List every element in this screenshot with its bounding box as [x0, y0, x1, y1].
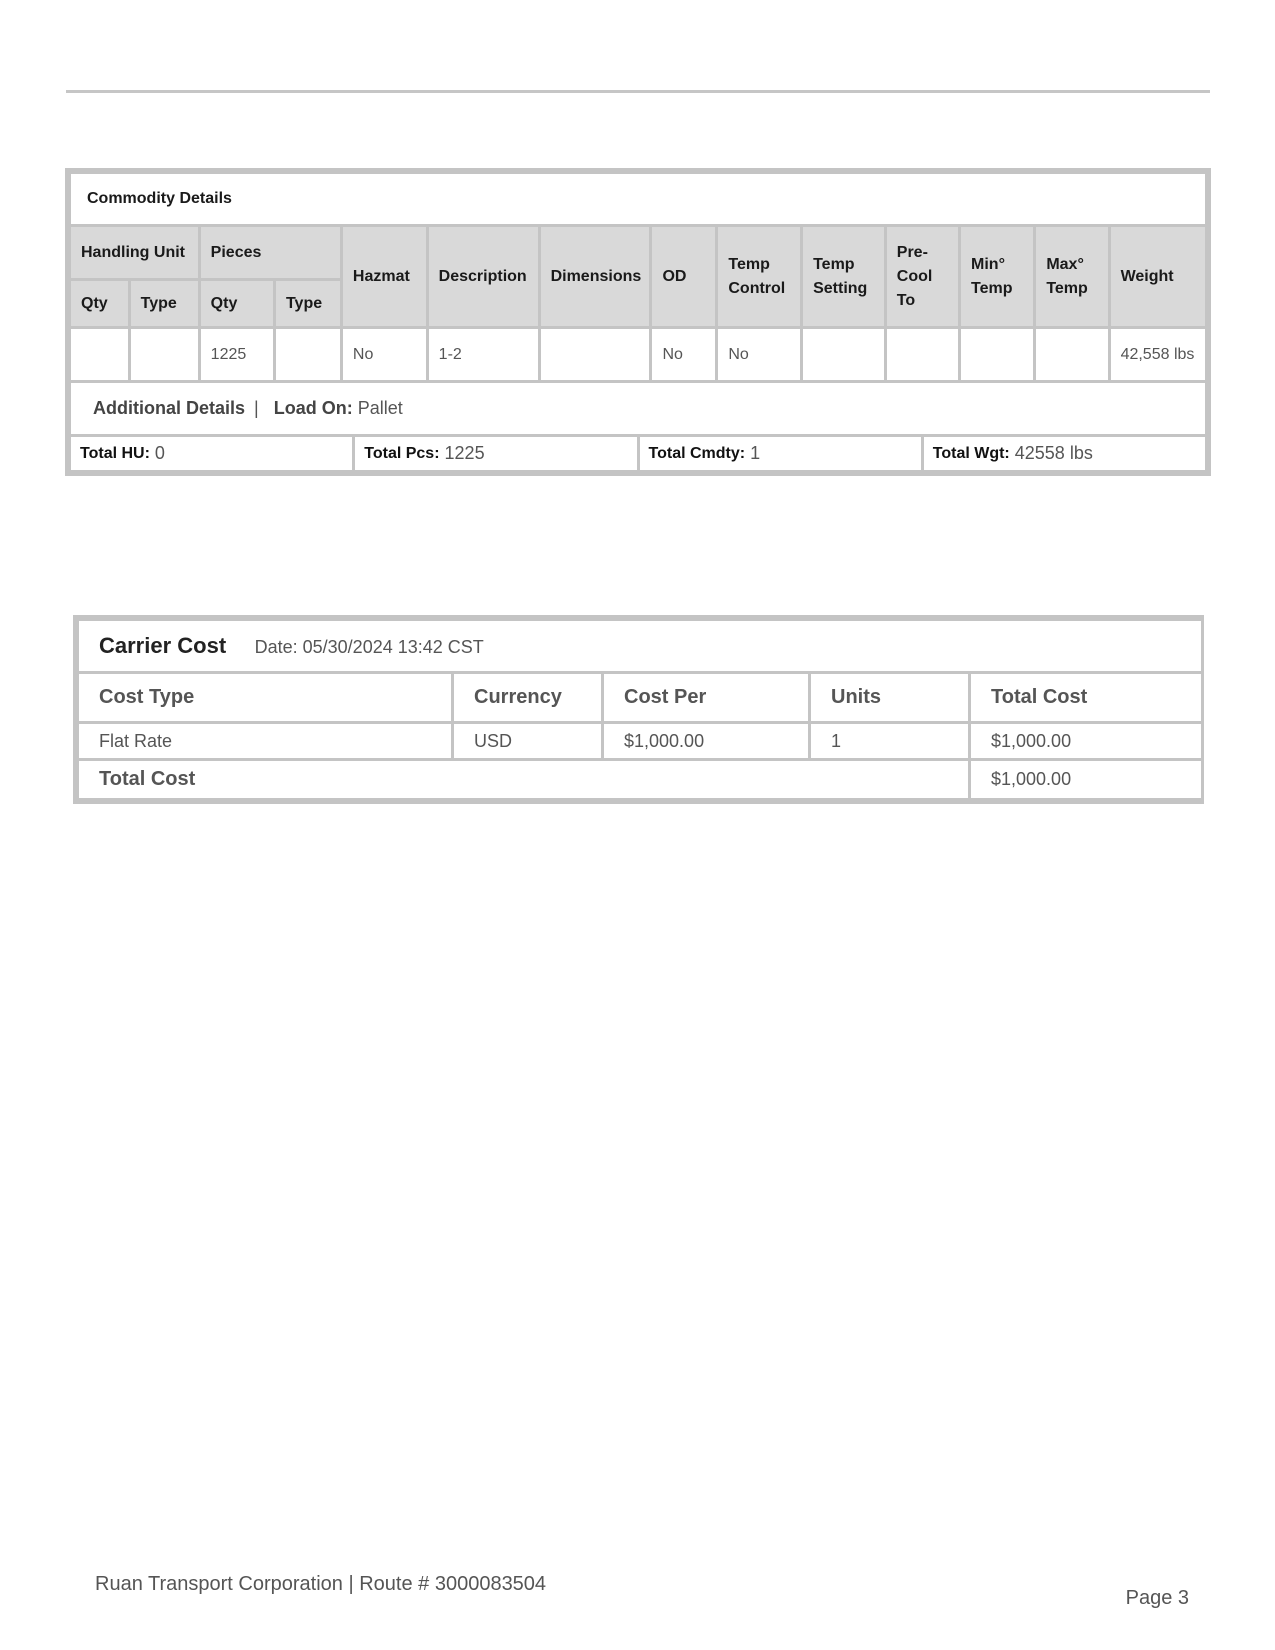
carrier-cost-date: Date: 05/30/2024 13:42 CST [254, 637, 484, 657]
dimensions-cell [539, 328, 651, 382]
cost-per-cell: $1,000.00 [603, 723, 810, 760]
load-on-label: Load On: [273, 398, 353, 418]
hu-qty-cell [70, 328, 130, 382]
hu-qty-header: Qty [70, 280, 130, 328]
handling-unit-header: Handling Unit [70, 226, 200, 280]
additional-details-row [70, 382, 1207, 436]
od-cell: No [651, 328, 717, 382]
min-temp-cell [960, 328, 1035, 382]
cost-per-header: Cost Per [603, 673, 810, 723]
totals-row [70, 436, 1207, 472]
total-pcs [352, 437, 636, 470]
total-cmdty [637, 437, 921, 470]
dimensions-header: Dimensions [539, 226, 651, 328]
load-on-value: Pallet [357, 398, 403, 418]
commodity-details-title: Commodity Details [70, 173, 1207, 226]
cost-type-header: Cost Type [78, 673, 453, 723]
currency-header: Currency [453, 673, 603, 723]
pcs-qty-cell: 1225 [199, 328, 274, 382]
description-cell: 1-2 [427, 328, 539, 382]
temp-setting-header: Temp Setting [802, 226, 886, 328]
total-pcs-value: 1225 [444, 443, 485, 463]
cost-type-cell: Flat Rate [78, 723, 453, 760]
max-temp-header: Max° Temp [1035, 226, 1109, 328]
min-temp-header: Min° Temp [960, 226, 1035, 328]
total-cmdty-value: 1 [750, 443, 761, 463]
pre-cool-to-cell [885, 328, 959, 382]
total-pcs-label: Total Pcs: [364, 444, 440, 462]
total-hu-label: Total HU: [80, 444, 150, 462]
max-temp-cell [1035, 328, 1109, 382]
total-cost-header: Total Cost [970, 673, 1203, 723]
total-cost-label: Total Cost [78, 760, 970, 800]
table-row [78, 723, 1203, 760]
carrier-cost-header [78, 620, 1203, 673]
hu-type-cell [129, 328, 199, 382]
total-cmdty-label: Total Cmdty: [648, 444, 746, 462]
total-cost-value: $1,000.00 [970, 760, 1203, 800]
pcs-type-header: Type [274, 280, 341, 328]
total-hu-value: 0 [154, 443, 165, 463]
od-header: OD [651, 226, 717, 328]
top-divider [66, 90, 1210, 93]
additional-details-label: Additional Details [93, 398, 246, 418]
commodity-details-table [65, 168, 1211, 476]
pcs-qty-header: Qty [199, 280, 274, 328]
temp-control-cell: No [717, 328, 802, 382]
pieces-header: Pieces [199, 226, 341, 280]
hazmat-cell: No [341, 328, 427, 382]
units-header: Units [810, 673, 970, 723]
temp-setting-cell [802, 328, 886, 382]
pre-cool-to-header: Pre-Cool To [885, 226, 959, 328]
total-wgt-label: Total Wgt: [932, 444, 1010, 462]
hu-type-header: Type [129, 280, 199, 328]
description-header: Description [427, 226, 539, 328]
table-row [70, 328, 1207, 382]
separator: | [254, 398, 259, 418]
hazmat-header: Hazmat [341, 226, 427, 328]
pcs-type-cell [274, 328, 341, 382]
weight-header: Weight [1109, 226, 1206, 328]
weight-cell: 42,558 lbs [1109, 328, 1206, 382]
footer-page-number: Page 3 [1125, 1587, 1189, 1609]
total-wgt-value: 42558 lbs [1014, 443, 1093, 463]
footer-company-route: Ruan Transport Corporation | Route # 3000083504 [95, 1573, 547, 1595]
units-cell: 1 [810, 723, 970, 760]
total-wgt [921, 437, 1205, 470]
temp-control-header: Temp Control [717, 226, 802, 328]
total-hu [71, 437, 352, 470]
carrier-cost-title: Carrier Cost [99, 633, 227, 658]
currency-cell: USD [453, 723, 603, 760]
carrier-cost-table [73, 615, 1204, 804]
total-cost-cell: $1,000.00 [970, 723, 1203, 760]
